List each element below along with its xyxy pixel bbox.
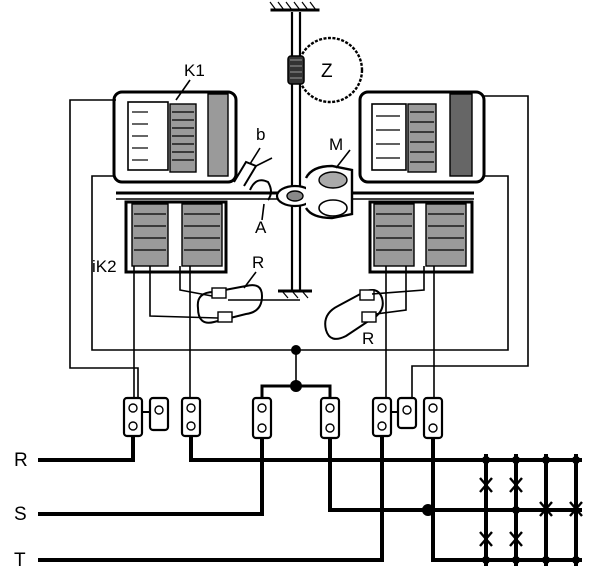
line-label-r: R: [14, 450, 28, 471]
voltage-coil-right: [360, 92, 484, 182]
label-ik2: iK2: [92, 257, 117, 276]
label-z: Z: [321, 61, 333, 82]
current-coil-k2: [126, 202, 226, 272]
terminal-block: [124, 398, 442, 438]
voltage-coil-k1: [114, 92, 236, 182]
arm-a: [250, 180, 271, 200]
line-label-t: T: [14, 550, 26, 571]
label-k1: K1: [184, 61, 205, 80]
external-wiring: [38, 436, 582, 560]
junction-upper: [291, 345, 301, 355]
top-bearing: [270, 2, 318, 10]
label-a: A: [255, 218, 267, 237]
label-r-left: R: [252, 253, 265, 272]
label-m: M: [329, 135, 344, 154]
junction-s: [422, 504, 434, 516]
label-r-right: R: [362, 329, 375, 348]
line-label-s: S: [14, 504, 27, 525]
current-coil-right: [370, 202, 472, 272]
brake-magnet: [306, 166, 352, 218]
label-b: b: [256, 125, 266, 144]
junction-neutral: [290, 380, 302, 392]
